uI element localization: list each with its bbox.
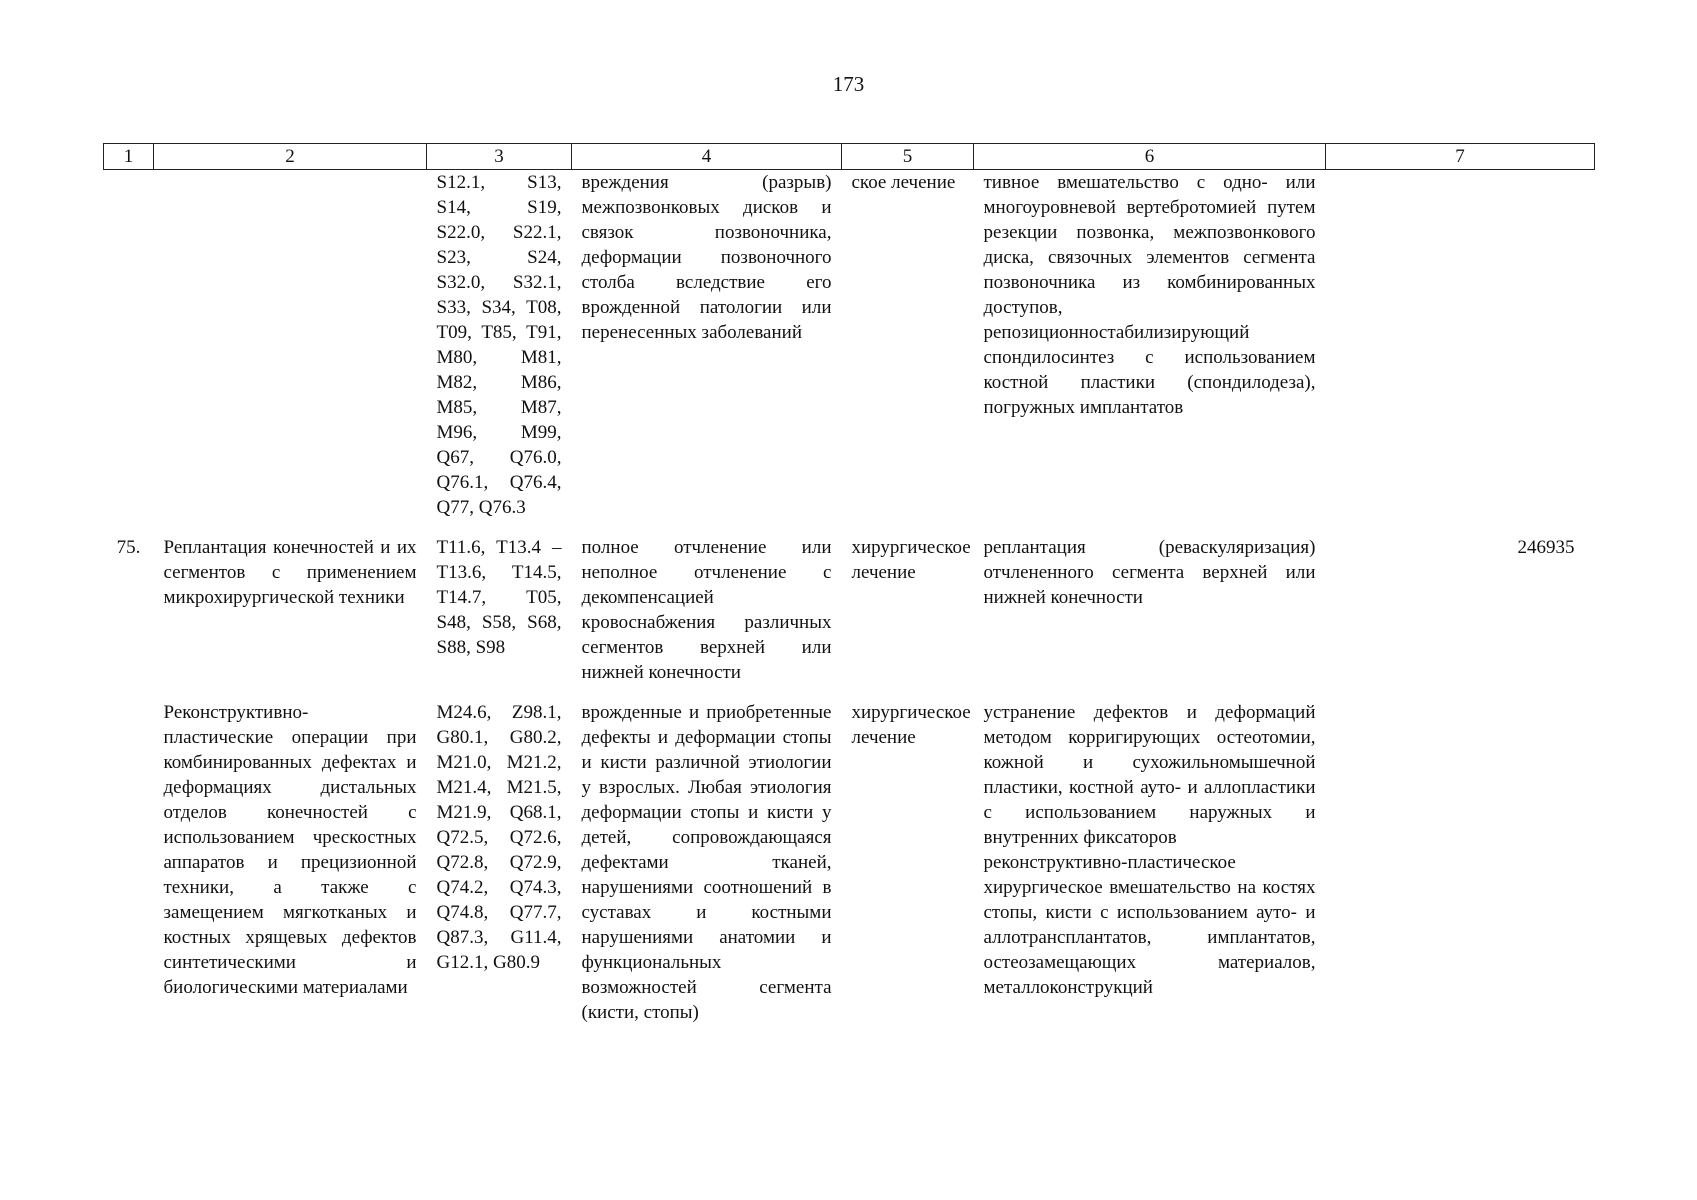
column-number-header	[104, 144, 1595, 170]
row-number	[104, 700, 154, 1025]
column-number-1: 1	[104, 144, 154, 170]
row-number: 75.	[116, 537, 141, 558]
row-treatment-method	[974, 700, 1326, 1025]
row-treatment-type: хирургическое лечение	[851, 702, 971, 748]
medical-care-table	[103, 143, 1595, 1025]
row-treatment-method: тивное вмешательство с одно- или многоуровневой вертебротомией путем резекции позвонка, межпозвонкового диска, связочных элементов сегмента позвоночника из комбинированных доступов, репозиционностабилизирующий спондилосинтез с использованием костной пластики (спондилодеза), погружных имплантатов	[983, 172, 1316, 418]
page-number: 173	[832, 72, 865, 96]
row-codes: T11.6, T13.4 – T13.6, T14.5, T14.7, T05, S48, S58, S68, S88, S98	[436, 537, 562, 658]
row-codes: M24.6, Z98.1, G80.1, G80.2, M21.0, M21.2, M21.4, M21.5, M21.9, Q68.1, Q72.5, Q72.6, Q72.8, Q72.9, Q74.2, Q74.3, Q74.8, Q77.7, Q87.3, G11.4, G12.1, G80.9	[436, 702, 562, 973]
row-price	[1326, 700, 1595, 1025]
treatment-method-paragraph: реконструктивно-пластическое хирургическое вмешательство на костях стопы, кисти с использованием ауто- и аллотрансплантатов, имплантатов, остеозамещающих материалов, металлоконструкций	[983, 852, 1316, 998]
row-patient-model: полное отчленение или неполное отчленение с декомпенсацией кровоснабжения различных сегментов верхней или нижней конечности	[581, 537, 832, 683]
row-patient-model: вреждения (разрыв) межпозвонковых дисков и связок позвоночника, деформации позвоночного столба вследствие его врожденной патологии или перенесенных заболеваний	[581, 172, 832, 343]
table-row	[104, 170, 1595, 536]
column-number-2: 2	[154, 144, 427, 170]
row-patient-model: врожденные и приобретенные дефекты и деформации стопы и кисти различной этиологии у взрослых. Любая этиология деформации стопы и кисти у детей, сопровождающаяся дефектами тканей, нарушениями соотношений в суставах и костными нарушениями анатомии и функциональных возможностей сегмента (кисти, стопы)	[581, 702, 832, 1023]
row-number	[104, 170, 154, 536]
row-price: 246935	[1517, 537, 1575, 558]
column-number-5: 5	[842, 144, 974, 170]
table-row	[104, 535, 1595, 700]
column-number-4: 4	[572, 144, 842, 170]
row-name	[154, 170, 427, 536]
row-name: Реплантация конечностей и их сегментов с применением микрохирургической техники	[163, 537, 417, 608]
column-number-7: 7	[1326, 144, 1595, 170]
row-treatment-type: ское лечение	[851, 172, 956, 193]
treatment-method-paragraph: устранение дефектов и деформаций методом корригирующих остеотомии, кожной и сухожильномышечной пластики, костной ауто- и аллопластики с использованием наружных и внутренних фиксаторов	[983, 702, 1316, 848]
row-treatment-method: реплантация (реваскуляризация) отчлененного сегмента верхней или нижней конечности	[983, 537, 1316, 608]
row-codes: S12.1, S13, S14, S19, S22.0, S22.1, S23, S24, S32.0, S32.1, S33, S34, T08, T09, T85, T91, M80, M81, M82, M86, M85, M87, M96, M99, Q67, Q76.0, Q76.1, Q76.4, Q77, Q76.3	[436, 172, 562, 518]
column-number-6: 6	[974, 144, 1326, 170]
row-price	[1326, 170, 1595, 536]
column-number-3: 3	[427, 144, 572, 170]
table-row	[104, 700, 1595, 1025]
row-treatment-type: хирургическое лечение	[851, 537, 971, 583]
row-name: Реконструктивно-пластические операции при комбинированных дефектах и деформациях дистальных отделов конечностей с использованием чрескостных аппаратов и прецизионной техники, а также с замещением мягкотканых и костных хрящевых дефектов синтетическими и биологическими материалами	[163, 702, 417, 998]
